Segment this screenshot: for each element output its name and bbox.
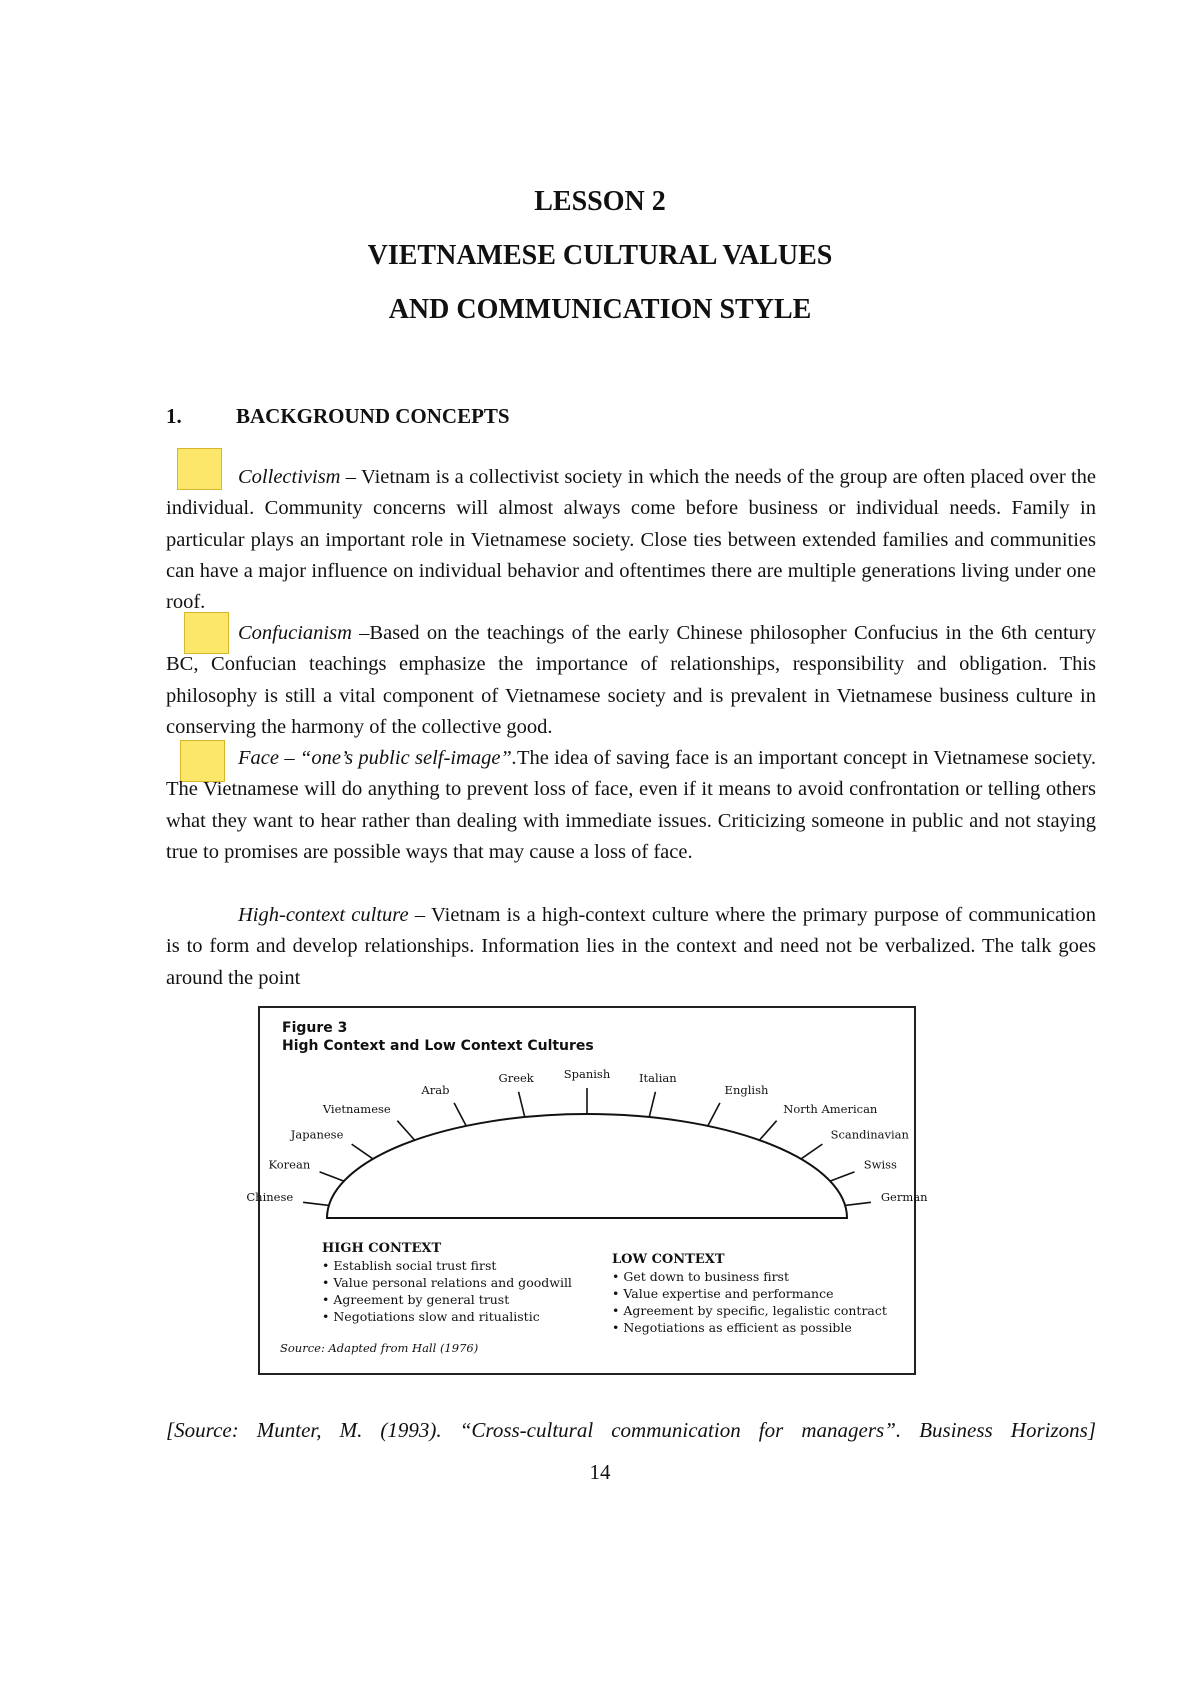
high-context-column <box>322 1240 572 1325</box>
figure-high-low-context <box>246 1006 928 1375</box>
term-high-context: High-context culture <box>238 904 409 926</box>
culture-tick <box>303 1202 329 1205</box>
culture-label: Vietnamese <box>322 1102 391 1117</box>
culture-label: Chinese <box>246 1190 294 1205</box>
culture-label: Scandinavian <box>830 1127 909 1142</box>
figure-label: Figure 3 <box>282 1020 348 1036</box>
culture-tick <box>759 1121 776 1140</box>
term-face: Face – “one’s public self-image”. <box>238 747 517 769</box>
paragraph-confucianism <box>166 618 1096 743</box>
low-context-item: • Get down to business first <box>612 1268 887 1285</box>
culture-tick <box>845 1202 871 1205</box>
figure-title: High Context and Low Context Cultures <box>282 1038 594 1054</box>
culture-tick <box>519 1092 525 1117</box>
culture-label: Korean <box>268 1157 311 1172</box>
term-collectivism: Collectivism <box>238 466 341 488</box>
low-context-column <box>612 1251 887 1336</box>
culture-label: Arab <box>421 1083 450 1098</box>
lesson-number: LESSON 2 <box>534 186 666 217</box>
culture-tick <box>397 1121 414 1140</box>
paragraph-face <box>166 743 1096 868</box>
high-context-heading: HIGH CONTEXT <box>322 1241 442 1256</box>
high-context-item: • Establish social trust first <box>322 1257 572 1274</box>
culture-tick <box>649 1092 655 1117</box>
figure-source: Source: Adapted from Hall (1976) <box>280 1341 479 1355</box>
low-context-item: • Agreement by specific, legalistic contract <box>612 1302 887 1319</box>
culture-label: German <box>880 1190 928 1205</box>
culture-label: North American <box>783 1102 878 1117</box>
paragraph-text: The idea of saving face is an important concept in Vietnamese society. The Vietnamese will do anything to prevent loss of face, even if it means to avoid confrontation or telling others what they want to hear rather than dealing with immediate issues. Criticizing someone in public and not staying true to promises are possible ways that may cause a loss of face. <box>166 747 1096 863</box>
term-confucianism: Confucianism <box>238 622 352 644</box>
low-context-item: • Value expertise and performance <box>612 1285 887 1302</box>
high-context-item: • Value personal relations and goodwill <box>322 1274 572 1291</box>
culture-label: English <box>724 1083 769 1098</box>
high-context-item: • Negotiations slow and ritualistic <box>322 1308 572 1325</box>
culture-tick <box>801 1144 822 1159</box>
culture-tick <box>352 1144 373 1159</box>
culture-label: Greek <box>498 1071 534 1086</box>
culture-tick <box>320 1172 344 1181</box>
page-title-line1: VIETNAMESE CULTURAL VALUES <box>367 240 833 271</box>
culture-label: Spanish <box>563 1067 611 1081</box>
section-number: 1. <box>166 404 182 428</box>
section-heading <box>166 404 510 429</box>
page-title-line2: AND COMMUNICATION STYLE <box>388 294 812 325</box>
culture-tick <box>830 1172 854 1181</box>
culture-label: Swiss <box>863 1157 897 1172</box>
source-citation: [Source: Munter, M. (1993). “Cross-cultural communication for managers”. Business Horizons] <box>166 1418 1096 1442</box>
culture-label: Italian <box>639 1071 677 1086</box>
paragraph-text: – Vietnam is a collectivist society in which the needs of the group are often placed over the individual. Community concerns will almost always come before business or individual needs. Family in particular plays an important role in Vietnamese society. Close ties between extended families and communities can have a major influence on individual behavior and oftentimes there are multiple generations living under one roof. <box>166 466 1096 614</box>
high-context-item: • Agreement by general trust <box>322 1291 572 1308</box>
section-title: BACKGROUND CONCEPTS <box>236 404 510 428</box>
low-context-item: • Negotiations as efficient as possible <box>612 1319 887 1336</box>
culture-tick <box>708 1103 720 1126</box>
culture-label: Japanese <box>290 1127 344 1142</box>
paragraph-collectivism <box>166 462 1096 618</box>
page-number: 14 <box>589 1460 611 1484</box>
paragraph-high-context <box>166 900 1096 994</box>
low-context-heading: LOW CONTEXT <box>612 1252 725 1267</box>
paragraph-text: –Based on the teachings of the early Chinese philosopher Confucius in the 6th century BC, Confucian teachings emphasize the importance of relationships, responsibility and obligation. This philosophy is still a vital component of Vietnamese society and is prevalent in Vietnamese business culture in conserving the harmony of the collective good. <box>166 622 1096 738</box>
culture-tick <box>454 1103 466 1126</box>
paragraph-text: – Vietnam is a high-context culture where the primary purpose of communication is to form and develop relationships. Information lies in the context and need not be verbalized. The talk goes around the point <box>166 904 1096 989</box>
